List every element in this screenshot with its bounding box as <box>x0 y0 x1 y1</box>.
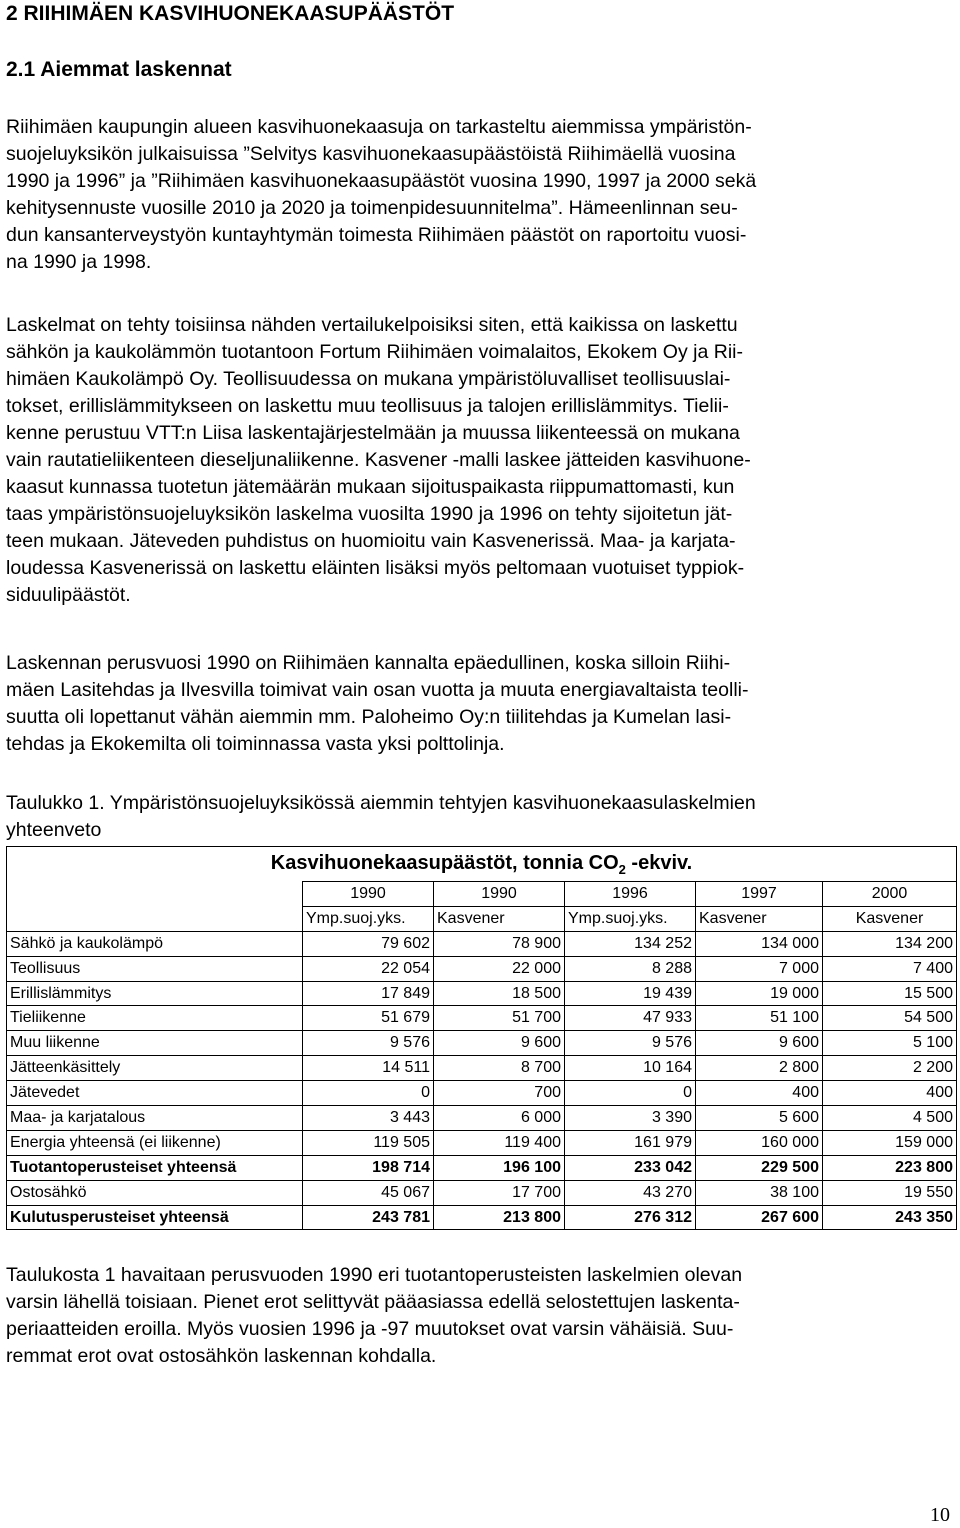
table-title-main: Kasvihuonekaasupäästöt, tonnia CO <box>270 851 619 874</box>
table-row <box>7 1106 957 1131</box>
row-value: 79 602 <box>303 931 434 956</box>
table-header-source: Kasvener <box>823 906 957 931</box>
row-label: Tieliikenne <box>7 1006 303 1031</box>
row-label: Teollisuus <box>7 956 303 981</box>
row-value: 134 252 <box>565 931 696 956</box>
paragraph-line: Laskelmat on tehty toisiinsa nähden vertailukelpoisiksi siten, että kaikissa on laskettu <box>6 314 738 336</box>
row-label: Tuotantoperusteiset yhteensä <box>7 1155 303 1180</box>
paragraph-line: kaasut kunnassa tuotetun jätemäärän mukaan sijoituspaikasta riippumattomasti, kun <box>6 476 735 498</box>
table-header-source: Kasvener <box>434 906 565 931</box>
paragraph-line: 1990 ja 1996” ja ”Riihimäen kasvihuonekaasupäästöt vuosina 1990, 1997 ja 2000 sekä <box>6 170 757 192</box>
paragraph-line: na 1990 ja 1998. <box>6 251 152 273</box>
row-value: 233 042 <box>565 1155 696 1180</box>
row-label: Sähkö ja kaukolämpö <box>7 931 303 956</box>
paragraph-methods <box>6 312 950 609</box>
row-value: 15 500 <box>823 981 957 1006</box>
paragraph-line: siduulipäästöt. <box>6 584 131 606</box>
row-value: 17 849 <box>303 981 434 1006</box>
paragraph-line: himäen Kaukolämpö Oy. Teollisuudessa on mukana ympäristöluvalliset teollisuuslai- <box>6 368 731 390</box>
row-value: 161 979 <box>565 1130 696 1155</box>
row-value: 18 500 <box>434 981 565 1006</box>
paragraph-previous-studies <box>6 114 950 276</box>
row-value: 0 <box>303 1081 434 1106</box>
chapter-heading: 2 RIIHIMÄEN KASVIHUONEKAASUPÄÄSTÖT <box>6 2 455 25</box>
row-value: 7 000 <box>696 956 823 981</box>
row-value: 4 500 <box>823 1106 957 1131</box>
row-label: Jätevedet <box>7 1081 303 1106</box>
row-value: 229 500 <box>696 1155 823 1180</box>
table-row <box>7 956 957 981</box>
caption-line: Taulukko 1. Ympäristönsuojeluyksikössä aiemmin tehtyjen kasvihuonekaasulaskelmien <box>6 792 756 814</box>
table-caption <box>6 790 950 844</box>
row-value: 5 600 <box>696 1106 823 1131</box>
table-header-sources <box>7 906 957 931</box>
row-value: 9 600 <box>696 1031 823 1056</box>
row-value: 3 443 <box>303 1106 434 1131</box>
row-label: Maa- ja karjatalous <box>7 1106 303 1131</box>
row-label: Erillislämmitys <box>7 981 303 1006</box>
table-header-year: 1996 <box>565 882 696 907</box>
row-value: 8 700 <box>434 1056 565 1081</box>
row-value: 267 600 <box>696 1205 823 1230</box>
paragraph-line: Taulukosta 1 havaitaan perusvuoden 1990 eri tuotantoperusteisten laskelmien olevan <box>6 1264 743 1286</box>
row-value: 119 400 <box>434 1130 565 1155</box>
row-value: 47 933 <box>565 1006 696 1031</box>
table-header-years <box>7 882 957 907</box>
table-header-year: 1990 <box>303 882 434 907</box>
row-value: 43 270 <box>565 1180 696 1205</box>
row-value: 78 900 <box>434 931 565 956</box>
table-header-year: 2000 <box>823 882 957 907</box>
paragraph-line: tehdas ja Ekokemilta oli toiminnassa vasta yksi polttolinja. <box>6 733 505 755</box>
page-number: 10 <box>930 1504 950 1526</box>
row-value: 243 781 <box>303 1205 434 1230</box>
table-row <box>7 931 957 956</box>
table-title-subscript: 2 <box>618 861 626 877</box>
table-row <box>7 1081 957 1106</box>
table-header-year: 1997 <box>696 882 823 907</box>
paragraph-line: suojeluyksikön julkaisuissa ”Selvitys kasvihuonekaasupäästöistä Riihimäellä vuosina <box>6 143 736 165</box>
row-value: 9 600 <box>434 1031 565 1056</box>
paragraph-line: taas ympäristönsuojeluyksikön laskelma vuosilta 1990 ja 1996 on tehty sijoitetun jät- <box>6 503 733 525</box>
row-value: 51 679 <box>303 1006 434 1031</box>
row-value: 134 200 <box>823 931 957 956</box>
paragraph-line: kenne perustuu VTT:n Liisa laskentajärjestelmään ja muussa liikenteessä on mukana <box>6 422 740 444</box>
paragraph-line: suutta oli lopettanut vähän aiemmin mm. Paloheimo Oy:n tiilitehdas ja Kumelan lasi- <box>6 706 732 728</box>
row-value: 700 <box>434 1081 565 1106</box>
table-row <box>7 1130 957 1155</box>
row-value: 196 100 <box>434 1155 565 1180</box>
row-label: Jätteenkäsittely <box>7 1056 303 1081</box>
table-row <box>7 981 957 1006</box>
row-value: 134 000 <box>696 931 823 956</box>
caption-line: yhteenveto <box>6 819 102 841</box>
paragraph-line: Laskennan perusvuosi 1990 on Riihimäen kannalta epäedullinen, koska silloin Riihi- <box>6 652 731 674</box>
row-label: Energia yhteensä (ei liikenne) <box>7 1130 303 1155</box>
row-label: Muu liikenne <box>7 1031 303 1056</box>
paragraph-conclusion <box>6 1262 950 1370</box>
row-value: 400 <box>823 1081 957 1106</box>
paragraph-line: sähkön ja kaukolämmön tuotantoon Fortum Riihimäen voimalaitos, Ekokem Oy ja Rii- <box>6 341 743 363</box>
row-value: 17 700 <box>434 1180 565 1205</box>
table-header-source: Kasvener <box>696 906 823 931</box>
paragraph-line: loudessa Kasvenerissä on laskettu eläinten lisäksi myös peltomaan vuotuiset typpiok- <box>6 557 745 579</box>
row-value: 3 390 <box>565 1106 696 1131</box>
row-value: 22 054 <box>303 956 434 981</box>
table-row <box>7 1056 957 1081</box>
table-row <box>7 1205 957 1230</box>
paragraph-line: vain rautatieliikenteen dieseljunaliikenne. Kasvener -malli laskee jätteiden kasvihuone- <box>6 449 751 471</box>
paragraph-line: dun kansanterveystyön kuntayhtymän toimesta Riihimäen päästöt on raportoitu vuosi- <box>6 224 747 246</box>
row-value: 119 505 <box>303 1130 434 1155</box>
paragraph-line: teen mukaan. Jäteveden puhdistus on huomioitu vain Kasvenerissä. Maa- ja karjata- <box>6 530 736 552</box>
table-header-source: Ymp.suoj.yks. <box>565 906 696 931</box>
row-value: 45 067 <box>303 1180 434 1205</box>
row-value: 400 <box>696 1081 823 1106</box>
paragraph-line: mäen Lasitehdas ja Ilvesvilla toimivat vain osan vuotta ja muuta energiavaltaista teolli- <box>6 679 749 701</box>
row-value: 243 350 <box>823 1205 957 1230</box>
row-value: 198 714 <box>303 1155 434 1180</box>
paragraph-line: Riihimäen kaupungin alueen kasvihuonekaasuja on tarkasteltu aiemmissa ympäristön- <box>6 116 752 138</box>
row-value: 9 576 <box>565 1031 696 1056</box>
row-value: 9 576 <box>303 1031 434 1056</box>
row-value: 213 800 <box>434 1205 565 1230</box>
row-value: 51 100 <box>696 1006 823 1031</box>
paragraph-base-year <box>6 650 950 758</box>
table-title <box>7 847 957 882</box>
row-value: 19 439 <box>565 981 696 1006</box>
row-value: 0 <box>565 1081 696 1106</box>
row-value: 160 000 <box>696 1130 823 1155</box>
paragraph-line: remmat erot ovat ostosähkön laskennan kohdalla. <box>6 1345 437 1367</box>
row-value: 2 200 <box>823 1056 957 1081</box>
row-value: 5 100 <box>823 1031 957 1056</box>
table-row <box>7 1031 957 1056</box>
row-value: 51 700 <box>434 1006 565 1031</box>
paragraph-line: periaatteiden eroilla. Myös vuosien 1996 ja -97 muutokset ovat varsin vähäisiä. Suu- <box>6 1318 734 1340</box>
row-value: 8 288 <box>565 956 696 981</box>
row-value: 22 000 <box>434 956 565 981</box>
row-label: Ostosähkö <box>7 1180 303 1205</box>
row-value: 159 000 <box>823 1130 957 1155</box>
table-row <box>7 1155 957 1180</box>
row-value: 54 500 <box>823 1006 957 1031</box>
row-value: 38 100 <box>696 1180 823 1205</box>
table-header-year: 1990 <box>434 882 565 907</box>
table-row <box>7 1180 957 1205</box>
paragraph-line: kehitysennuste vuosille 2010 ja 2020 ja toimenpidesuunnitelma”. Hämeenlinnan seu- <box>6 197 738 219</box>
paragraph-line: varsin lähellä toisiaan. Pienet erot selittyvät pääasiassa edellä selostettujen laskenta- <box>6 1291 740 1313</box>
row-value: 7 400 <box>823 956 957 981</box>
paragraph-line: tokset, erillislämmitykseen on laskettu muu teollisuus ja talojen erillislämmitys. Tielii- <box>6 395 729 417</box>
row-value: 276 312 <box>565 1205 696 1230</box>
row-value: 223 800 <box>823 1155 957 1180</box>
section-heading: 2.1 Aiemmat laskennat <box>6 58 232 81</box>
row-value: 14 511 <box>303 1056 434 1081</box>
table-title-tail: -ekviv. <box>625 851 693 874</box>
table-header-empty <box>7 882 303 907</box>
row-value: 19 000 <box>696 981 823 1006</box>
table-header-source: Ymp.suoj.yks. <box>303 906 434 931</box>
table-header-empty <box>7 906 303 931</box>
emissions-table <box>6 846 957 1230</box>
row-value: 2 800 <box>696 1056 823 1081</box>
row-label: Kulutusperusteiset yhteensä <box>7 1205 303 1230</box>
row-value: 10 164 <box>565 1056 696 1081</box>
row-value: 19 550 <box>823 1180 957 1205</box>
table-row <box>7 1006 957 1031</box>
row-value: 6 000 <box>434 1106 565 1131</box>
